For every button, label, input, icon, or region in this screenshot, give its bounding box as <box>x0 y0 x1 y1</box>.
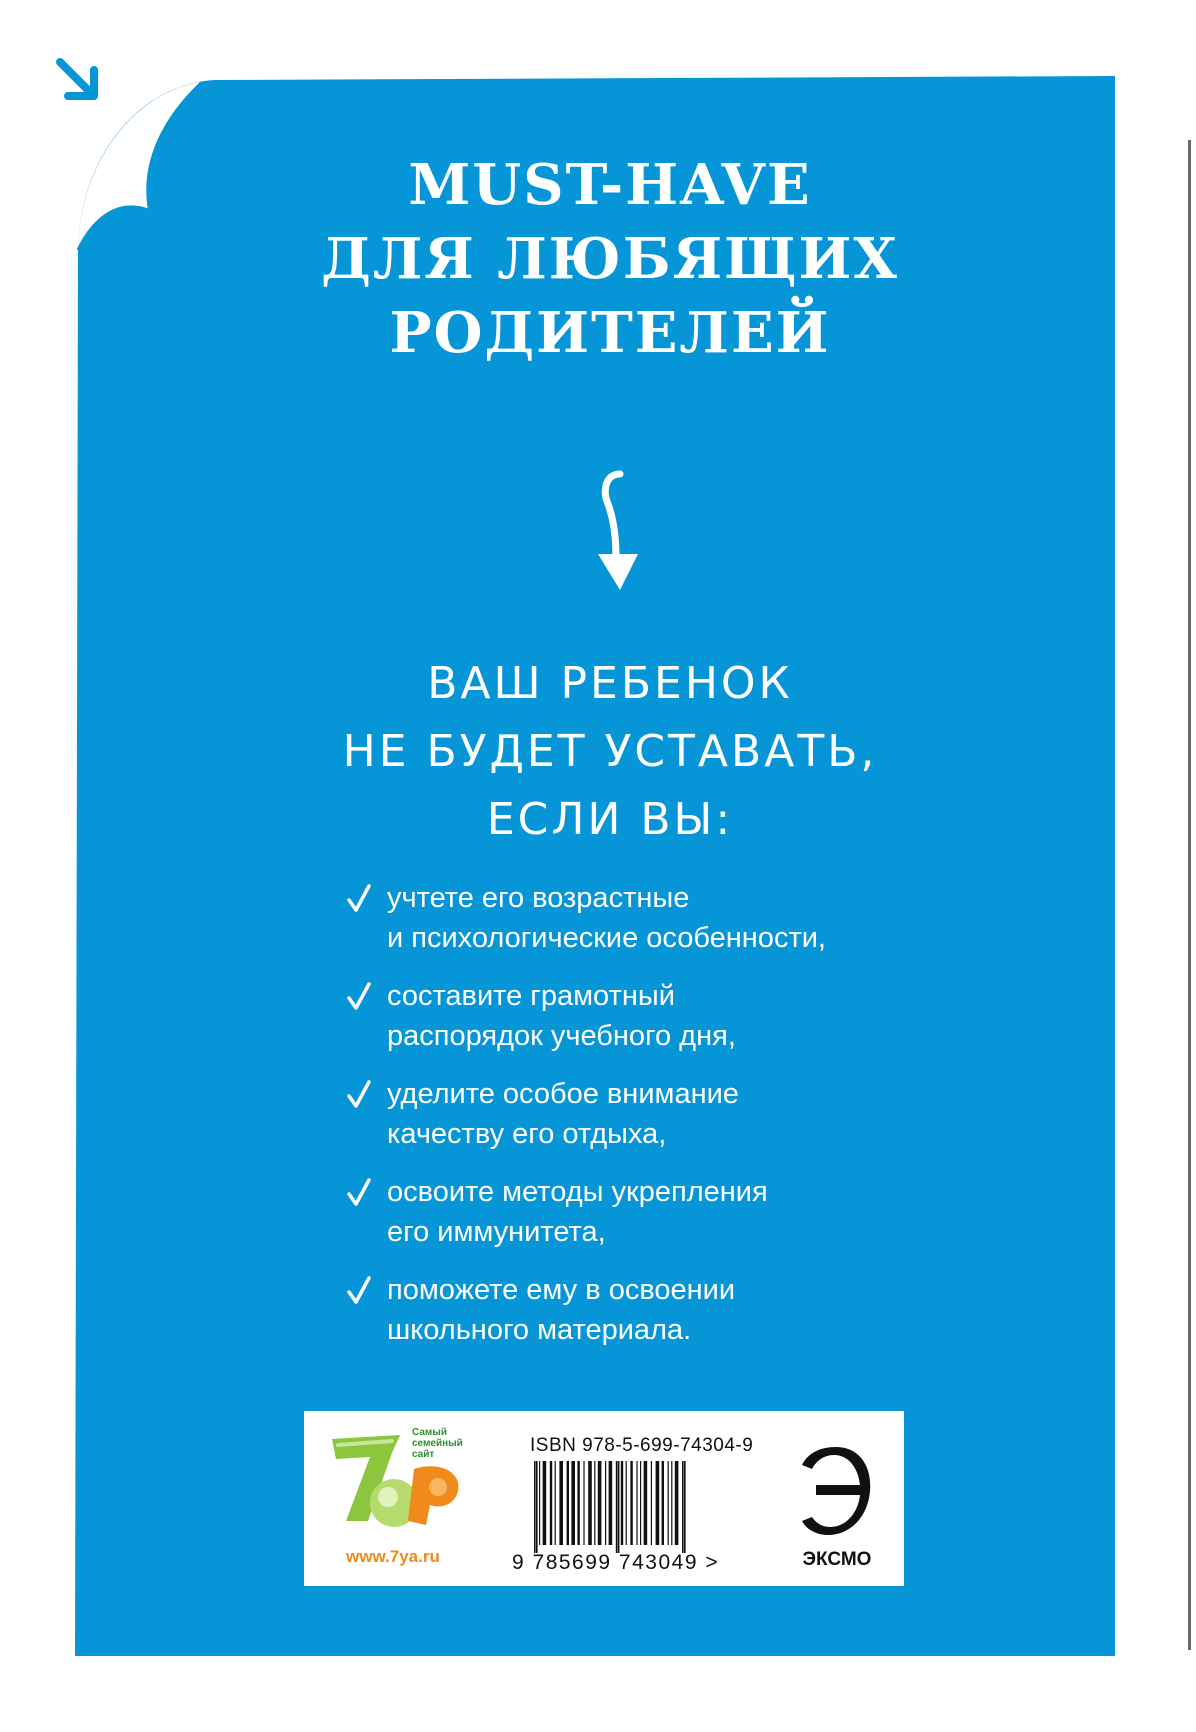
curved-down-arrow-icon <box>580 460 660 595</box>
barcode-bar <box>651 1461 652 1545</box>
subhead-line: ВАШ РЕБЕНОК <box>427 658 793 709</box>
list-item-text: составите грамотный <box>387 980 675 1012</box>
barcode-bar <box>656 1461 660 1545</box>
barcode-bar <box>598 1461 602 1545</box>
subhead-line: НЕ БУДЕТ УСТАВАТЬ, <box>342 726 878 777</box>
headline-line: MUST-HAVE <box>408 152 812 218</box>
barcode-bar <box>662 1461 664 1545</box>
barcode-bar <box>675 1461 679 1545</box>
barcode-bar <box>571 1461 575 1545</box>
barcode-guard-bar <box>536 1461 538 1553</box>
barcode-bar <box>626 1461 627 1545</box>
barcode-bar <box>559 1461 563 1545</box>
site-logo-text: 7Я <box>370 1533 372 1534</box>
barcode-bar <box>577 1461 579 1545</box>
barcode-guard-bar <box>682 1461 684 1553</box>
barcode-bar <box>588 1461 592 1545</box>
list-item <box>345 1172 1045 1252</box>
cover-subhead <box>200 650 1020 854</box>
isbn-text: ISBN 978-5-699-74304-9 <box>530 1435 754 1456</box>
barcode-bar <box>539 1461 540 1545</box>
headline-line: ДЛЯ ЛЮБЯЩИХ <box>321 226 899 292</box>
barcode-bar <box>605 1461 606 1545</box>
list-item-text: поможете ему в освоении <box>387 1274 736 1306</box>
checkmark-icon <box>345 980 373 1014</box>
checkmark-icon <box>345 1176 373 1210</box>
site-url: www.7ya.ru <box>346 1547 440 1566</box>
barcode-bar <box>668 1461 669 1545</box>
checkmark-icon <box>345 1274 373 1308</box>
list-item-text: учтете его возрастные <box>387 882 690 914</box>
cover-headline <box>150 148 1070 370</box>
barcode-guard-bar <box>618 1461 620 1553</box>
barcode-bar <box>640 1461 641 1545</box>
barcode-guard-bar <box>534 1461 536 1553</box>
list-item <box>345 1074 1045 1154</box>
checkmark-icon <box>345 1078 373 1112</box>
barcode-bar <box>630 1461 632 1545</box>
checkmark-icon <box>345 882 373 916</box>
list-item-text: распорядок учебного дня, <box>387 1020 736 1052</box>
barcode-bar <box>621 1461 623 1545</box>
list-item-text: его иммунитета, <box>387 1216 606 1248</box>
barcode-guard-bar <box>684 1461 686 1553</box>
barcode-bar <box>594 1461 595 1545</box>
barcode-bar <box>609 1461 613 1545</box>
list-item-text: школьного материала. <box>387 1314 692 1346</box>
list-item-text: освоите методы укрепления <box>387 1176 768 1208</box>
barcode-bar <box>550 1461 552 1545</box>
barcode-digits: 9 785699 743049 > <box>512 1551 720 1574</box>
subhead-line: ЕСЛИ ВЫ: <box>486 794 734 845</box>
barcode-bar <box>671 1461 672 1545</box>
spine-edge <box>1188 140 1191 1650</box>
list-item <box>345 1270 1045 1350</box>
publisher-name: ЭКСМО <box>802 1549 872 1570</box>
list-item-text: качеству его отдыха, <box>387 1118 667 1150</box>
barcode-bar <box>644 1461 648 1545</box>
list-item-text: уделите особое внимание <box>387 1078 739 1110</box>
barcode <box>530 1461 754 1553</box>
arrow-down-right-icon <box>54 56 104 106</box>
benefit-list <box>345 878 1045 1368</box>
barcode-label <box>304 1411 904 1586</box>
barcode-bar <box>636 1461 637 1545</box>
barcode-bar <box>555 1461 556 1545</box>
barcode-guard-bar <box>616 1461 618 1553</box>
barcode-bar <box>583 1461 584 1545</box>
eksmo-logo-icon <box>798 1441 874 1541</box>
barcode-bar <box>567 1461 569 1545</box>
list-item <box>345 976 1045 1056</box>
barcode-bar <box>543 1461 547 1545</box>
site-tagline: Самый семейный сайт <box>412 1427 463 1460</box>
list-item <box>345 878 1045 958</box>
headline-line: РОДИТЕЛЕЙ <box>389 300 831 366</box>
list-item-text: и психологические особенности, <box>387 922 826 954</box>
